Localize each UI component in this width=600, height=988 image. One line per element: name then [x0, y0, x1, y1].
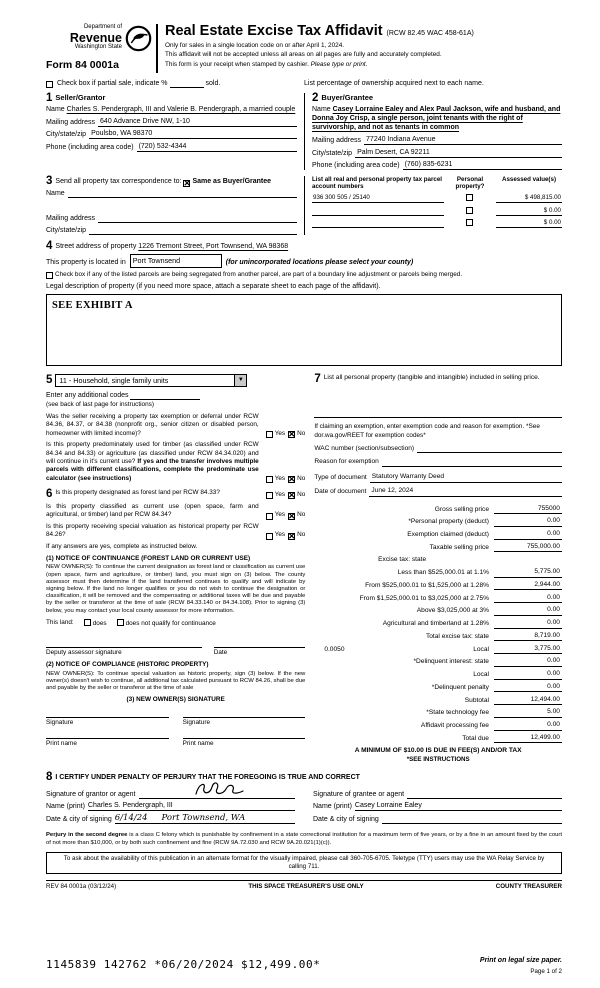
sections-5-6-column [46, 374, 314, 764]
buyer-name-field[interactable]: Casey Lorraine Ealey and Alex Paul Jackson, wife and husband, and Donna Joy Crisp, a single person, joint tenants with the right of survivorship, and not as tenants in common [312, 106, 561, 132]
same-as-buyer-checkbox[interactable] [183, 180, 190, 187]
seller-phone-label: Phone (including area code) [46, 143, 134, 151]
tax-row-label: Agricultural and timberland at 1.28% [382, 620, 489, 628]
tax-row-value[interactable]: 0.00 [494, 670, 562, 680]
section-6-number: 6 [46, 488, 53, 501]
seller-buyer-section [46, 93, 562, 170]
this-land-label: This land: [46, 618, 74, 626]
buyer-mailing-label: Mailing address [312, 136, 362, 144]
new-owner-print-name-field[interactable] [183, 730, 306, 739]
document-type-label: Type of document [314, 473, 367, 481]
property-section [46, 241, 562, 366]
segregated-parcels-checkbox[interactable] [46, 272, 53, 279]
buyer-phone-label: Phone (including area code) [312, 162, 400, 170]
tax-row-value[interactable]: 0.00 [494, 517, 562, 527]
yes-label: Yes [274, 474, 286, 482]
section-7-tax-column [314, 374, 562, 764]
grantee-date-city-field[interactable] [382, 813, 562, 824]
s5-question-2: Is this property predominately used for timber (as classified under RCW 84.34 and 84.33) or agriculture (as classified under RCW 84.34.020) and will continue in it's current use? [46, 441, 259, 466]
new-owner-signature-field[interactable] [183, 709, 306, 718]
tax-row-value[interactable]: 0.00 [494, 683, 562, 693]
s6q3-yes-checkbox[interactable] [266, 533, 273, 540]
street-address-label: Street address of property [55, 243, 137, 251]
local-tax-rate: 0.0050 [324, 645, 345, 653]
tax-row-value[interactable]: 755,000.00 [494, 543, 562, 553]
buyer-grantee-title: Buyer/Grantee [321, 93, 374, 103]
s6-note: If any answers are yes, complete as instructed below. [46, 542, 198, 550]
same-as-buyer-label: Same as Buyer/Grantee [192, 178, 272, 186]
main-columns [46, 374, 562, 764]
correspondence-name-field[interactable] [68, 189, 297, 198]
no-label: No [297, 531, 306, 539]
location-select[interactable]: Port Townsend [130, 254, 222, 267]
section-7-number: 7 [314, 372, 321, 385]
deputy-assessor-signature-label: Deputy assessor signature [46, 649, 122, 657]
located-in-label: This property is located in [46, 259, 126, 267]
legal-description-field[interactable]: SEE EXHIBIT A [52, 299, 133, 311]
correspondence-citystatezip-field[interactable] [89, 226, 297, 235]
tax-row-value[interactable]: 5,775.00 [494, 568, 562, 578]
section-8-number: 8 [46, 771, 53, 784]
grantee-name-field[interactable]: Casey Lorraine Ealey [355, 801, 562, 811]
parcel-table-block [304, 176, 562, 235]
correspondence-block [46, 176, 304, 235]
correspondence-parcel-section [46, 176, 562, 235]
tax-row-label: *Personal property (deduct) [408, 518, 489, 526]
personal-property-checkbox[interactable] [466, 219, 473, 226]
form-header [46, 24, 562, 73]
correspondence-label: Send all property tax correspondence to: [55, 178, 182, 186]
parcel-column-header: List all real and personal property tax parcel account numbers [312, 176, 442, 191]
form-number: Form 84 0001a [46, 59, 119, 72]
alternate-format-notice: To ask about the availability of this publication in an alternate format for the visually impaired, please call 360-705-6705. Teletype (TTY) users may use the WA Relay Service by calling 711. [46, 852, 562, 874]
revision-number: REV 84 0001a (03/12/24) [46, 883, 117, 891]
new-owner-signature-field[interactable] [46, 709, 169, 718]
perjury-notice [46, 832, 562, 847]
additional-codes-note: (see back of last page for instructions) [46, 401, 154, 409]
tax-row-label: Taxable selling price [429, 543, 489, 551]
partial-sale-percent-field[interactable] [170, 80, 204, 88]
seller-name-field[interactable]: Charles S. Pendergraph, III and Valerie B. Pendergraph, a married couple [66, 106, 296, 114]
assessed-value-field[interactable]: $ 0.00 [496, 219, 562, 228]
tax-row-value[interactable]: 3,775.00 [494, 645, 562, 655]
personal-property-checkbox[interactable] [466, 207, 473, 214]
seller-grantor-title: Seller/Grantor [55, 93, 106, 103]
s6q1-no-checkbox[interactable] [288, 492, 295, 499]
land-does-checkbox[interactable] [84, 619, 91, 626]
new-owner-print-name-field[interactable] [46, 730, 169, 739]
parcel-number-field[interactable] [312, 219, 444, 228]
certification-title: I CERTIFY UNDER PENALTY OF PERJURY THAT THE FOREGOING IS TRUE AND CORRECT [55, 774, 360, 782]
header-note-2: This affidavit will not be accepted unless all areas on all pages are fully and accurately completed. [165, 51, 442, 59]
assessed-value-field[interactable]: $ 498,815.00 [496, 194, 562, 203]
signature-caption: Signature [46, 718, 74, 726]
seller-citystatezip-label: City/state/zip [46, 131, 87, 139]
tax-row-label: Exemption claimed (deduct) [407, 531, 489, 539]
deputy-date-field[interactable] [214, 639, 306, 648]
deputy-date-label: Date [213, 649, 228, 657]
tax-row-label: Gross selling price [434, 505, 489, 513]
wac-number-label: WAC number (section/subsection) [314, 444, 415, 452]
exemption-reason-label: Reason for exemption [314, 458, 379, 466]
tax-row-value[interactable]: 0.00 [494, 594, 562, 604]
tax-row-label: Above $3,025,000 at 3% [416, 607, 489, 615]
personal-property-field[interactable] [314, 386, 562, 418]
grantor-signature-field[interactable] [139, 786, 295, 799]
dept-revenue-label: Revenue [69, 30, 122, 45]
seller-mailing-label: Mailing address [46, 118, 96, 126]
tax-row-label: Total due [462, 734, 489, 742]
tax-row-value[interactable]: 0.00 [494, 619, 562, 629]
buyer-phone-field[interactable]: (760) 835-6231 [403, 160, 562, 170]
section-4-number: 4 [46, 239, 53, 252]
perjury-lead: Perjury in the second degree [46, 832, 128, 839]
s5q1-no-checkbox[interactable] [288, 431, 295, 438]
tax-row-value[interactable]: 5.00 [494, 708, 562, 718]
notice-continuance-heading: (1) NOTICE OF CONTINUANCE (FOREST LAND OR CURRENT USE) [46, 555, 251, 563]
seller-citystatezip-field[interactable]: Poulsbo, WA 98370 [89, 129, 297, 139]
s6q2-yes-checkbox[interactable] [266, 513, 273, 520]
tax-row-value[interactable]: 2,944.00 [494, 581, 562, 591]
header-note-1: Only for sales in a single location code on or after April 1, 2024. [165, 41, 345, 49]
tax-computation-table [314, 505, 562, 744]
header-note-3: This form is your receipt when stamped by cashier. [165, 61, 309, 69]
notice-compliance-paragraph: NEW OWNER(S): To continue special valuation as historic property, sign (3) below. If the new owner(s) doesn't wish to continue, all additional tax calculated pursuant to RCW 84.26, shall be due and payable by the seller or transferor at the time of sale [46, 670, 306, 692]
dept-state-label: Washington State [74, 44, 122, 51]
s5-question-2-bold: If yes and the transfer involves multiple parcels with different classifications, complete the predominate use calculator (see instructions) [46, 458, 259, 482]
header-note-3-emphasis: Please type or print. [310, 61, 368, 69]
parcel-number-field[interactable] [312, 207, 444, 216]
tax-row-value[interactable]: 8,719.00 [494, 632, 562, 642]
chevron-down-icon[interactable]: ▼ [234, 375, 246, 386]
tax-row-label: From $1,525,000.01 to $3,025,000 at 2.75% [359, 594, 489, 602]
buyer-mailing-field[interactable]: 77240 Indiana Avenue [364, 135, 562, 145]
wac-number-field[interactable] [417, 444, 562, 453]
street-address-field[interactable]: 1226 Tremont Street, Port Townsend, WA 98368 [138, 243, 289, 251]
grantor-signature-label: Signature of grantor or agent [46, 791, 136, 799]
yes-label: Yes [274, 531, 286, 539]
signature-caption: Signature [182, 718, 211, 726]
does-label: does [92, 619, 107, 627]
see-instructions-note: *SEE INSTRUCTIONS [406, 756, 470, 764]
s5q1-yes-checkbox[interactable] [266, 431, 273, 438]
seller-phone-field[interactable]: (720) 532-4344 [137, 142, 297, 152]
tax-row-label: Total excise tax: state [425, 632, 489, 640]
tax-row-label: *Delinquent interest: state [413, 658, 489, 666]
correspondence-mailing-field[interactable] [98, 214, 297, 223]
print-name-caption: Print name [182, 740, 214, 748]
partial-sale-checkbox[interactable] [46, 81, 53, 88]
excise-tax-state-header: Excise tax: state [378, 556, 427, 564]
tax-row-label: Affidavit processing fee [420, 722, 489, 730]
partial-sale-row [46, 79, 562, 88]
tax-row-label: *Delinquent penalty [431, 683, 489, 691]
notice-continuance-paragraph: NEW OWNER(S): To continue the current designation as forest land or classification as current use (open space, farm and agriculture, or timber) land, you must sign on (3) below. The county assessor must then determine if the land transferred continues to qualify and will indicate by signing below. If the land no longer qualifies or you do not wish to continue the designation or classification, it will be removed and the compensating or additional taxes will be due and payable by the seller or transferor at the time of sale (RCW 84.33.140 or 84.34.108). Prior to signing (3) below, you may contact your local county assessor for more information. [46, 564, 306, 614]
buyer-citystatezip-label: City/state/zip [312, 149, 353, 157]
buyer-grantee-block [304, 93, 562, 170]
legal-description-box [46, 294, 562, 366]
no-label: No [297, 474, 306, 482]
seller-grantor-block [46, 93, 304, 170]
s6q3-no-checkbox[interactable] [288, 533, 295, 540]
located-in-note: (for unincorporated locations please select your county) [225, 259, 414, 267]
grantor-date-city-field[interactable]: 6/14/24 Port Townsend, WA [115, 813, 295, 824]
deputy-assessor-signature-field[interactable] [46, 639, 202, 648]
assessed-value-field[interactable]: $ 0.00 [496, 207, 562, 216]
footer-row [46, 880, 562, 891]
s6q2-no-checkbox[interactable] [288, 513, 295, 520]
buyer-name-row [312, 105, 562, 132]
tax-row-value[interactable]: 0.00 [494, 606, 562, 616]
correspondence-name-label: Name [46, 190, 65, 198]
buyer-citystatezip-field[interactable]: Palm Desert, CA 92211 [355, 148, 562, 158]
section-3-number: 3 [46, 175, 53, 188]
personal-property-column-header: Personal property? [455, 176, 485, 191]
tax-row-label: *State technology fee [426, 709, 489, 717]
does-not-label: does not qualify for continuance [125, 619, 216, 627]
personal-property-checkbox[interactable] [466, 194, 473, 201]
treasurer-space-label: THIS SPACE TREASURER'S USE ONLY [248, 883, 364, 891]
additional-codes-label: Enter any additional codes [46, 391, 129, 399]
personal-property-label: List all personal property (tangible and intangible) included in selling price. [323, 373, 540, 381]
document-date-field[interactable]: June 12, 2024 [369, 487, 562, 497]
yes-label: Yes [274, 491, 286, 499]
legal-size-note: Print on legal size paper. [479, 956, 562, 964]
yes-label: Yes [274, 429, 286, 437]
certification-section [46, 772, 562, 824]
grantor-name-field[interactable]: Charles S. Pendergraph, III [88, 801, 295, 811]
minimum-due-note: A MINIMUM OF $10.00 IS DUE IN FEE(S) AND/OR TAX [354, 747, 522, 755]
s6-question-3: Is this property receiving special valuation as historical property per RCW 84.26? [46, 523, 259, 539]
form-title: Real Estate Excise Tax Affidavit [165, 23, 383, 39]
additional-codes-field[interactable] [130, 392, 200, 400]
s6-question-2: Is this property classified as current use (open space, farm and agricultural, or timber) land per RCW 84.34? [46, 502, 259, 519]
partial-sale-sold-label: sold. [205, 79, 221, 87]
buyer-name-label: Name [312, 106, 331, 114]
section-5-number: 5 [46, 374, 53, 387]
property-use-code-value: 11 - Household, single family units [59, 375, 169, 385]
grantee-signature-label: Signature of grantee or agent [313, 791, 405, 799]
new-owners-signature-heading: (3) NEW OWNER(S) SIGNATURE [126, 696, 225, 704]
section-2-number: 2 [312, 91, 319, 104]
segregated-parcels-label: Check box if any of the listed parcels are being segregated from another parcel, are part of a boundary line adjustment or parcels being merged. [55, 270, 463, 278]
tax-row-value[interactable]: 12,499.00 [494, 734, 562, 744]
s5q2-yes-checkbox[interactable] [266, 476, 273, 483]
tax-row-label: Local [473, 671, 489, 679]
partial-sale-label: Check box if partial sale, indicate % [57, 79, 168, 87]
yes-label: Yes [274, 511, 286, 519]
grantee-date-city-label: Date & city of signing [313, 816, 379, 824]
assessed-value-column-header: Assessed value(s) [502, 176, 556, 184]
s5q2-no-checkbox[interactable] [288, 476, 295, 483]
notice-compliance-heading: (2) NOTICE OF COMPLIANCE (HISTORIC PROPERTY) [46, 661, 209, 669]
seller-mailing-field[interactable]: 640 Advance Drive NW, 1-10 [98, 117, 297, 127]
grantee-name-print-label: Name (print) [313, 803, 352, 811]
land-does-not-checkbox[interactable] [117, 619, 124, 626]
property-use-code-select[interactable] [55, 374, 247, 387]
no-label: No [297, 511, 306, 519]
tax-row-value[interactable]: 12,494.00 [494, 696, 562, 706]
seller-name-label: Name [46, 106, 65, 114]
correspondence-citystatezip-label: City/state/zip [46, 226, 87, 234]
tax-row-label: Less than $525,000.01 at 1.1% [397, 569, 489, 577]
print-name-caption: Print name [46, 740, 77, 748]
grantee-signature-field[interactable] [407, 786, 562, 799]
form-rcw-reference: (RCW 82.45 WAC 458-61A) [386, 30, 474, 37]
county-treasurer-label: COUNTY TREASURER [495, 883, 562, 891]
tax-row-value[interactable]: 0.00 [494, 721, 562, 731]
document-type-field[interactable]: Statutory Warranty Deed [370, 473, 562, 483]
tax-row-value[interactable]: 755000 [494, 505, 562, 515]
perjury-text: is a class C felony which is punishable by confinement in a state correctional institution for a maximum term of five years, or by a fine in an amount fixed by the court of not more than $10,000, or by both such confinement and fine (RCW 9A.72.030 and RCW 9A.20.021(1)(c)). [46, 832, 562, 846]
treasurer-stamp: 1145839 142762 *06/20/2024 $12,499.00* [46, 957, 321, 971]
tax-row-label: From $525,000.01 to $1,525,000 at 1.28% [365, 581, 489, 589]
s6q1-yes-checkbox[interactable] [266, 492, 273, 499]
dept-of-label: Department of [83, 24, 122, 30]
page-number: Page 1 of 2 [530, 967, 562, 975]
grantor-date-city-label: Date & city of signing [46, 816, 112, 824]
grantor-name-print-label: Name (print) [46, 803, 85, 811]
correspondence-mailing-label: Mailing address [46, 215, 96, 223]
no-label: No [297, 429, 306, 437]
exemption-reason-field[interactable] [382, 458, 562, 467]
parcel-number-field[interactable]: 936 300 505 / 25140 [312, 194, 444, 203]
seller-name-row [46, 105, 297, 114]
ownership-percentage-note: List percentage of ownership acquired next to each name. [304, 79, 484, 87]
dor-logo-icon [125, 25, 152, 52]
tax-row-value[interactable]: 0.00 [494, 657, 562, 667]
legal-description-label: Legal description of property (if you need more space, attach a separate sheet to each page of the affidavit). [46, 282, 381, 290]
no-label: No [297, 491, 306, 499]
grantor-signature-scribble [193, 780, 249, 800]
s6-question-1: Is this property designated as forest land per RCW 84.33? [55, 489, 220, 497]
document-date-label: Date of document [314, 488, 367, 496]
print-note-block [480, 956, 562, 976]
tax-row-label: Local [473, 645, 489, 653]
tax-row-label: Subtotal [464, 696, 489, 704]
section-1-number: 1 [46, 91, 53, 104]
exemption-instructions: If claiming an exemption, enter exemption code and reason for exemption. *See dor.wa.gov/REET for exemption codes* [314, 423, 540, 439]
s5-question-1: Was the seller receiving a property tax exemption or deferral under RCW 84.36, 84.37, or 84.38 (nonprofit org., senior citizen or disabled person, homeowner with limited income)? [46, 412, 259, 437]
tax-row-value[interactable]: 0.00 [494, 530, 562, 540]
